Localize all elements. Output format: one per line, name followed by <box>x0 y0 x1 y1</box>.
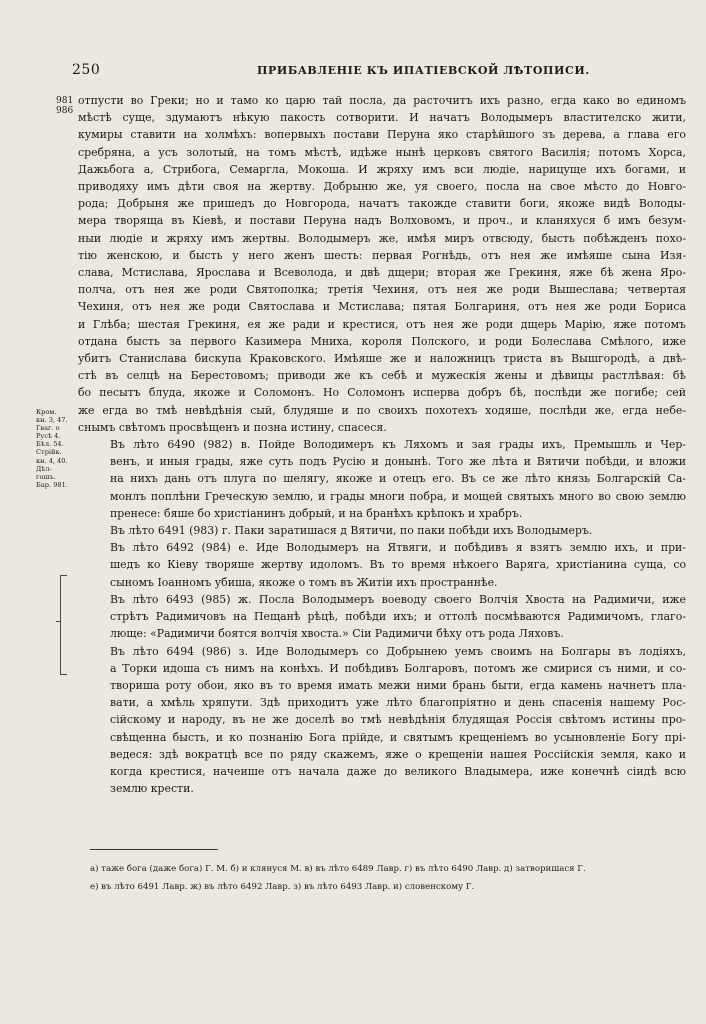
running-title: ПРИБАВЛЕНІЕ КЪ ИПАТІЕВСКОЙ ЛѢТОПИСИ. <box>257 64 590 77</box>
page-header <box>72 60 666 82</box>
paragraph <box>78 539 686 591</box>
main-text-body <box>78 92 686 797</box>
text-line: Въ лѣто 6493 (985) ж. Посла Володымеръ воеводу своего Волчія Хвоста на Радимичи, иже <box>110 592 686 606</box>
footnote-line: е) въ лѣто 6491 Лавр. ж) въ лѣто 6492 Лавр. з) въ лѣто 6493 Лавр. и) словенскому Г. <box>90 882 475 892</box>
margin-ref: Гваг. о <box>36 424 60 433</box>
text-line: снымъ свѣтомъ просвѣщенъ и позна истину, спасеся. <box>78 420 387 434</box>
margin-ref: Кром. <box>36 408 57 416</box>
paragraph <box>78 643 686 798</box>
text-line: шедъ ко Кіеву творяше жертву идоломъ. Въ то время нѣкоего Варяга, христіанина суща, со <box>110 558 686 572</box>
text-line: мера творяща въ Кіевѣ, и постави Перуна надъ Волховомъ, и проч., и кланяхуся б имъ безум- <box>78 214 686 228</box>
paragraph <box>78 436 686 522</box>
text-line: когда крестися, начеише отъ начала даже до великого Владымера, иже конечнѣ сіидѣ всю <box>110 764 686 778</box>
text-line: свѣщенна бысть, и ко познанію Бога прійде, и святымъ крещеніемъ во усыновленіе Богу прі- <box>110 730 686 744</box>
text-line: ведеся: здѣ вократцѣ все по ряду скажемъ, яже о крещеніи нашея Россійскія земля, како и <box>110 747 686 761</box>
footnotes <box>90 860 686 896</box>
paragraph <box>78 522 686 539</box>
text-line: отпусти во Греки; но и тамо ко царю тай посла, да расточитъ ихъ разно, егда како во единомъ <box>78 94 686 107</box>
text-line: Въ лѣто 6491 (983) г. Паки заратишася д Вятичи, по паки побѣди ихъ Володымеръ. <box>110 524 593 538</box>
text-line: пренесе: бяше бо христіанинъ добрый, и на бранѣхъ крѣпокъ и храбръ. <box>110 506 523 520</box>
paragraph <box>78 591 686 643</box>
margin-ref: Дѣл- <box>36 464 52 473</box>
paragraph-continued <box>78 92 686 436</box>
margin-ref: гошъ. <box>36 472 56 481</box>
text-line: ныи людіе и жряху имъ жертвы. Володымеръ же, имѣя миръ отвсюду, бысть побѣжденъ похо- <box>78 231 686 245</box>
margin-references <box>36 408 78 489</box>
margin-year-986: 986 <box>56 106 74 116</box>
margin-year-981: 981 <box>56 96 74 106</box>
margin-ref: кн. 4, 40. <box>36 456 68 465</box>
text-line: же егда во тмѣ невѣдѣнія сый, блудяше и по своихъ похотехъ ходяше, послѣди же, егда небе- <box>78 403 686 417</box>
text-line: тію женскою, и бысть у него женъ шесть: первая Рогнѣдь, отъ нея же имѣяше сына Изя- <box>78 248 686 262</box>
text-line: полча, отъ нея же роди Святополка; третія Чехиня, отъ нея же роди Вышеслава; четвертая <box>78 283 686 297</box>
text-line: приводяху имъ дѣти своя на жертву. Добрыню же, уя своего, посла на свое мѣсто до Новго- <box>78 180 686 194</box>
text-line: кумиры ставити на холмѣхъ: вопервыхъ постави Перуна яко старѣйшого зъ дерева, а глава его <box>78 128 686 142</box>
text-line: стрѣтъ Радимичовъ на Пещанѣ рѣцѣ, побѣди ихъ; и оттолѣ посмѣваются Радимичомъ, глаго- <box>110 610 686 624</box>
footnote-rule <box>90 849 218 850</box>
margin-bracket <box>60 575 67 675</box>
text-line: на нихъ дань отъ плуга по шелягу, якоже и отецъ его. Въ се же лѣто князь Болгарскій Са- <box>110 472 686 486</box>
text-line: венъ, и иныя грады, яже суть подъ Русію и донынѣ. Того же лѣта и Вятичи побѣди, и вложи <box>110 455 686 469</box>
text-line: сыномъ Іоанномъ убиша, якоже о томъ въ Житіи ихъ пространнѣе. <box>110 575 498 589</box>
text-line: бо песытъ блуда, якоже и Соломонъ. Но Соломонъ исперва добръ бѣ, послѣди же погибе; сей <box>78 386 686 400</box>
text-line: Чехиня, отъ нея же роди Святослава и Мстислава; пятая Болгариня, отъ нея же роди Бориса <box>78 300 686 314</box>
text-line: вати, а хмѣль хряпути. Здѣ приходитъ уже лѣто благопріятно и день спасенія нашему Рос- <box>110 696 686 710</box>
margin-ref: Бѣл. 54. <box>36 440 64 449</box>
margin-ref: Стрійк. <box>36 448 62 457</box>
text-line: монлъ поплѣни Греческую землю, и грады многи побра, и мощей святыхъ много во свою землю <box>110 489 686 503</box>
text-line: убитъ Станислава бискупа Краковского. Имѣяше же и наложницъ триста въ Вышгородѣ, а двѣ- <box>78 352 686 366</box>
text-line: твориша роту обои, яко въ то время имать межи ними брань быти, егда камень начнетъ пла- <box>110 678 686 692</box>
margin-ref: кн. 3, 47. <box>36 416 68 425</box>
margin-bracket-tick <box>56 621 60 622</box>
text-line: отдана бысть за первого Казимера Мниха, короля Полского, и роди Болеслава Смѣлого, иже <box>78 334 686 348</box>
margin-ref: Русѣ 4. <box>36 432 61 441</box>
text-line: люще: «Радимичи боятся волчія хвоста.» Сіи Радимичи бѣху отъ рода Ляховъ. <box>110 627 564 641</box>
margin-ref: Бар. 981. <box>36 480 68 489</box>
text-line: Дажьбога а, Стрибога, Семаргла, Мокоша. И жряху имъ вси людіе, нарицуще ихъ богами, и <box>78 162 686 176</box>
page-number: 250 <box>72 62 101 78</box>
text-line: рода; Добрыня же пришедъ до Новгорода, начатъ такожде ставити боги, якоже видѣ Володы- <box>78 197 686 211</box>
text-line: стѣ въ селцѣ на Берестовомъ; приводи же къ себѣ и мужескія жены и дѣвицы растлѣвая: бѣ <box>78 369 686 383</box>
text-line: сійскому и народу, въ не же доселѣ во тмѣ невѣдѣнія блудящая Россія свѣтомъ истины про- <box>110 713 686 727</box>
text-line: слава, Мстислава, Ярослава и Всеволода, и двѣ дщери; вторая же Грекиня, яже бѣ жена Яро- <box>78 266 686 280</box>
text-line: а Торки идоша съ нимъ на конѣхъ. И побѣдивъ Болгаровъ, потомъ же смирися съ ними, и со- <box>110 661 686 675</box>
footnote-line: а) таже бога (даже бога) Г. М. б) и клянуся М. в) въ лѣто 6489 Лавр. г) въ лѣто 6490 Лавр. д) затворишася Г. <box>90 864 586 874</box>
text-line: мѣстѣ суще, здумаютъ нѣкую пакость сотворити. И начатъ Володымеръ властителско жити, <box>78 111 686 125</box>
text-line: землю крести. <box>110 782 194 796</box>
text-line: Въ лѣто 6492 (984) е. Иде Володымеръ на Ятвяги, и побѣдивъ я взятъ землю ихъ, и при- <box>110 541 686 555</box>
text-line: сребряна, а усъ золотый, на томъ мѣстѣ, идѣже нынѣ церковъ святого Василія; потомъ Хорса, <box>78 145 686 159</box>
text-line: Въ лѣто 6490 (982) в. Пойде Володимеръ къ Ляхомъ и зая грады ихъ, Премышль и Чер- <box>110 438 686 452</box>
text-line: и Глѣба; шестая Грекиня, ея же ради и крестися, отъ нея же роди дщерь Марію, яже потомъ <box>78 317 686 331</box>
text-line: Въ лѣто 6494 (986) з. Иде Володымеръ со Добрынею уемъ своимъ на Болгары въ лодіяхъ, <box>110 644 686 658</box>
